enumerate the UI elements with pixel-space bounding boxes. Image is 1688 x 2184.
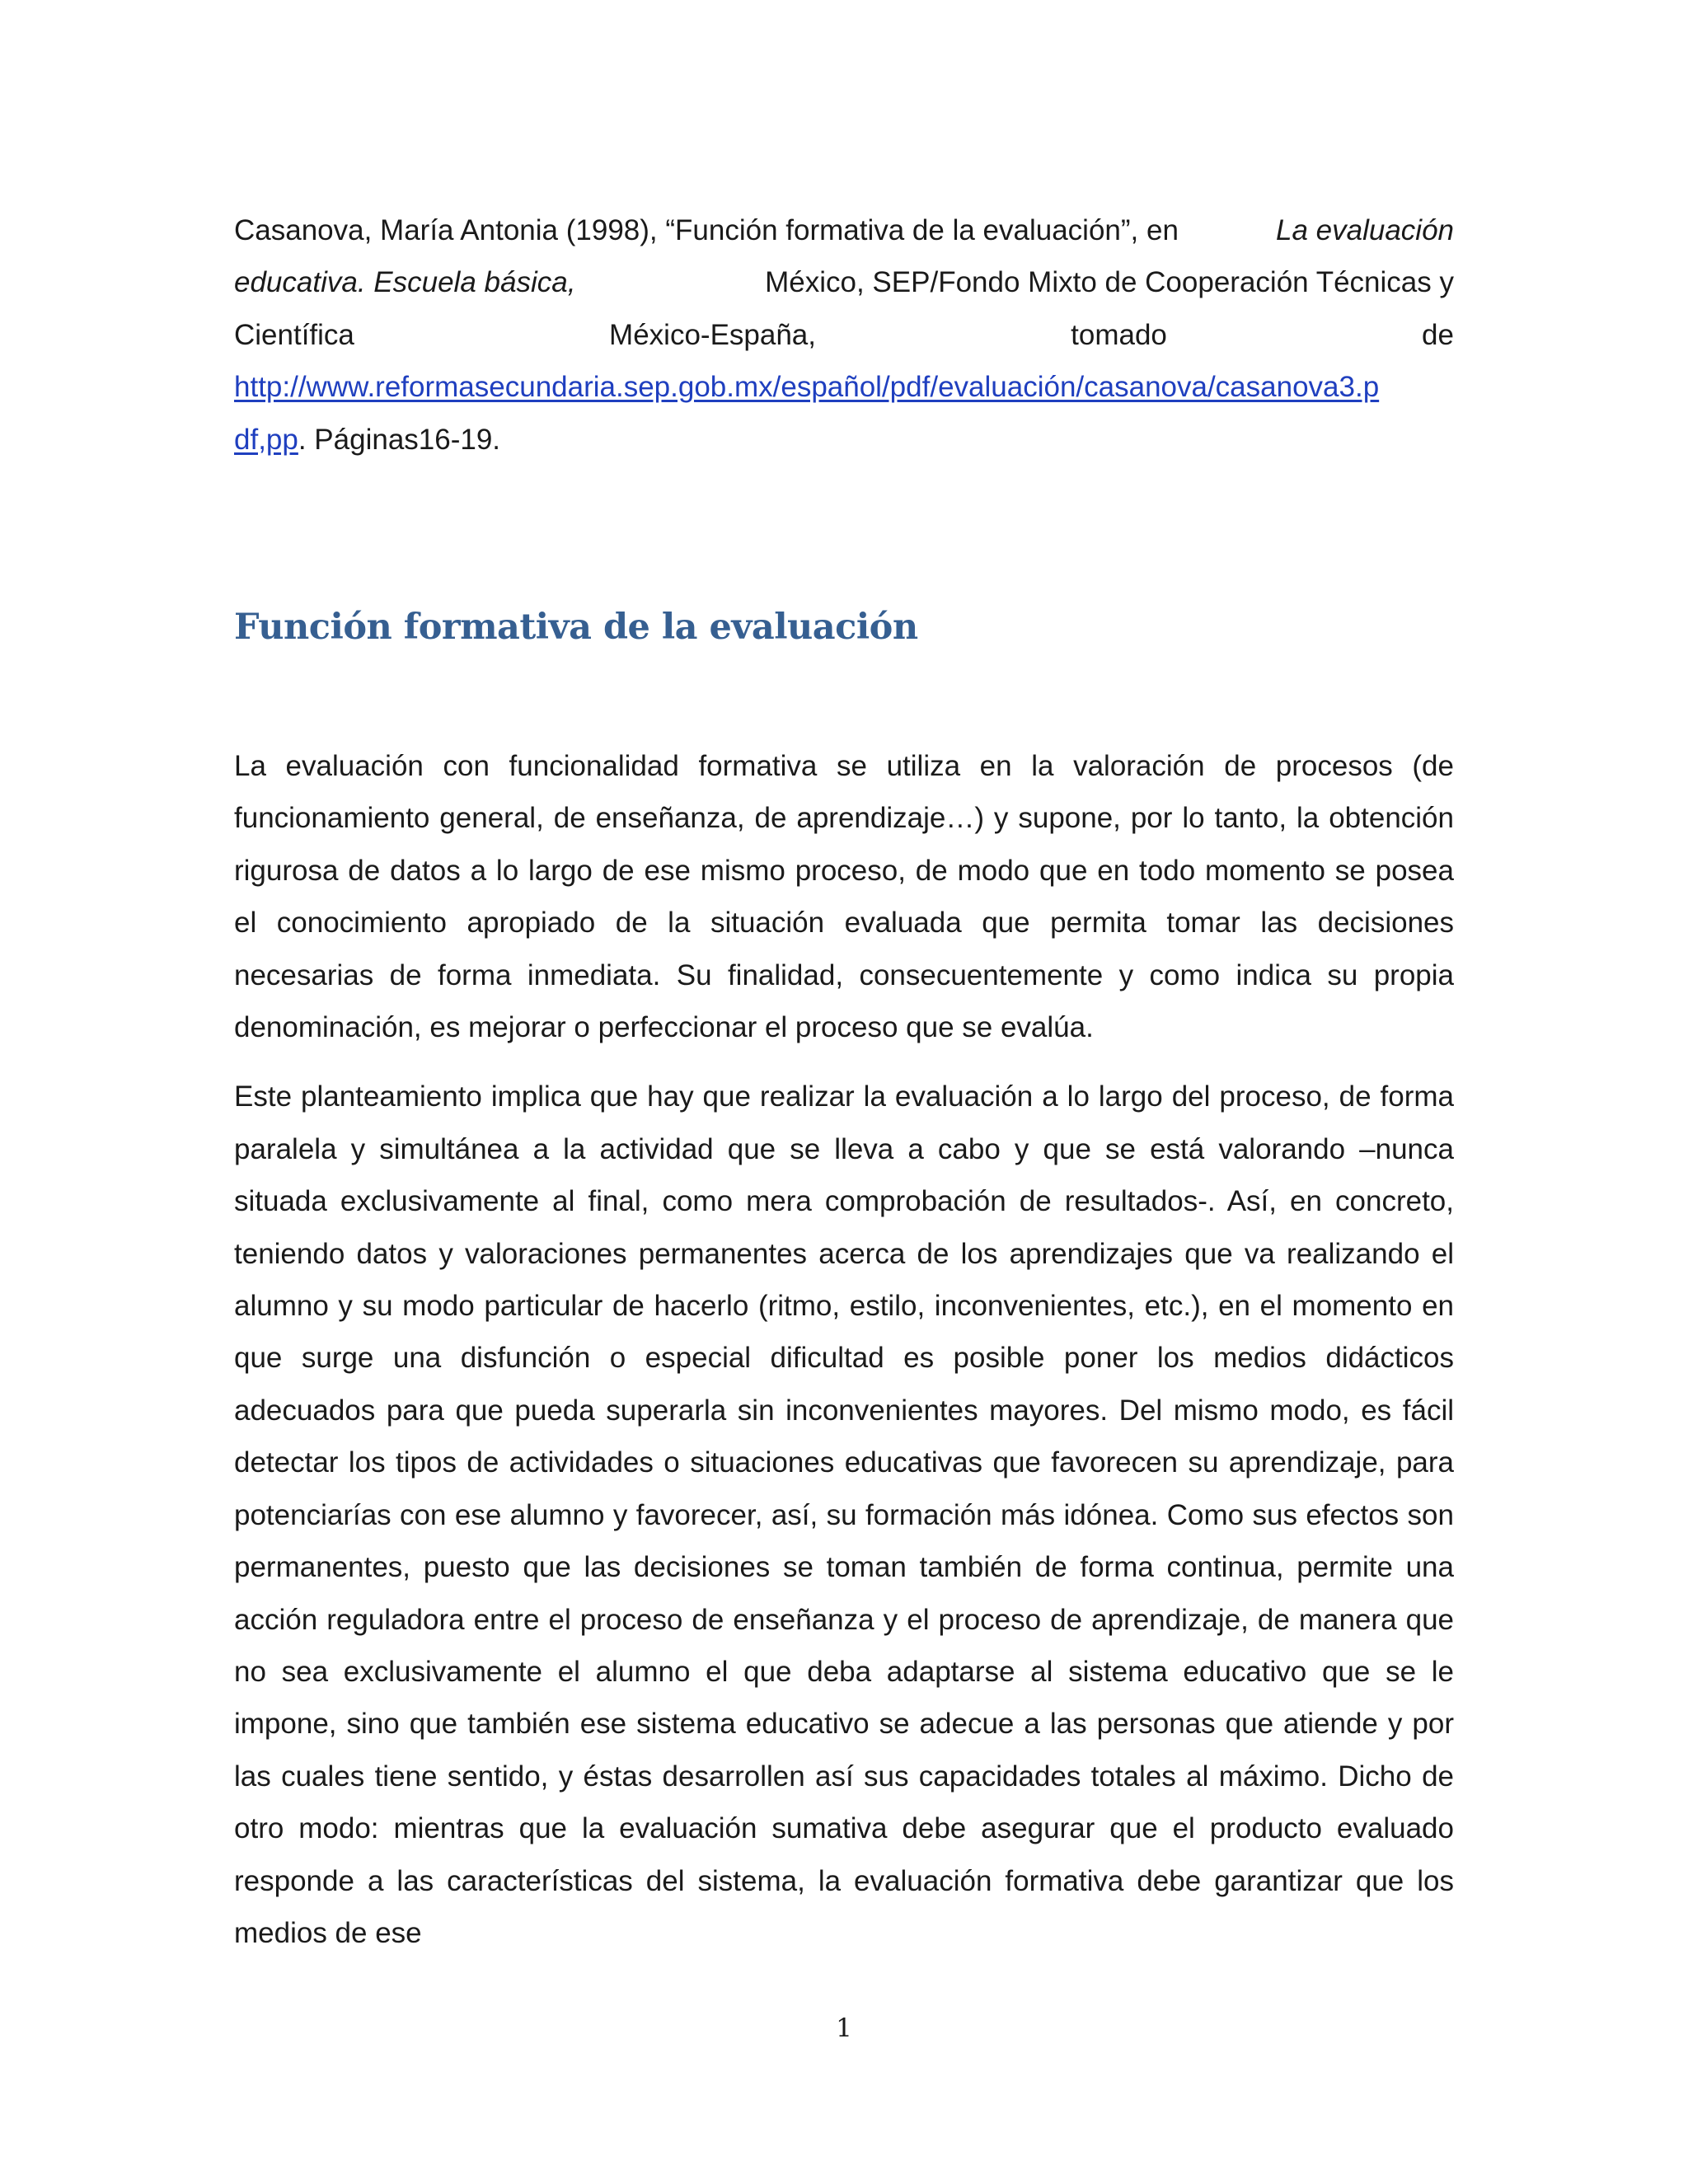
citation-block [234, 204, 1454, 466]
page-number: 1 [836, 2013, 852, 2043]
citation-line-5 [234, 414, 1454, 466]
citation-url-link-continued[interactable]: df,pp [234, 423, 298, 456]
citation-line-3 [234, 309, 1454, 361]
citation-line-2 [234, 256, 1454, 308]
citation-text: Casanova, María Antonia (1998), “Función formativa de la evaluación”, en [234, 214, 1179, 246]
citation-publisher: México, SEP/Fondo Mixto de Cooperación Técnicas y [765, 266, 1454, 299]
body-text [234, 740, 1454, 1959]
citation-word: de [1422, 318, 1454, 351]
citation-url-link[interactable]: http://www.reformasecundaria.sep.gob.mx/español/pdf/evaluación/casanova/casanova3.p [234, 371, 1380, 404]
citation-line-4 [234, 361, 1454, 413]
citation-pages: . Páginas16-19. [298, 423, 501, 456]
paragraph-1: La evaluación con funcionalidad formativa se utiliza en la valoración de procesos (de funcionamiento general, de enseñanza, de aprendizaje…) y supone, por lo tanto, la obtención rigurosa de datos a lo largo de ese mismo proceso, de modo que en todo momento se posea el conocimiento apropiado de la situación evaluada que permita tomar las decisiones necesarias de forma inmediata. Su finalidad, consecuentemente y como indica su propia denominación, es mejorar o perfeccionar el proceso que se evalúa. [234, 750, 1454, 1044]
citation-word: Científica [234, 318, 354, 351]
paragraph-2: Este planteamiento implica que hay que realizar la evaluación a lo largo del proceso, de forma paralela y simultánea a la actividad que se lleva a cabo y que se está valorando –nunca situada exclusivamente al final, como mera comprobación de resultados-. Así, en concreto, teniendo datos y valoraciones permanentes acerca de los aprendizajes que va realizando el alumno y su modo particular de hacerlo (ritmo, estilo, inconvenientes, etc.), en el momento en que surge una disfunción o especial dificultad es posible poner los medios didácticos adecuados para que pueda superarla sin inconvenientes mayores. Del mismo modo, es fácil detectar los tipos de actividades o situaciones educativas que favorecen su aprendizaje, para potenciarías con ese alumno y favorecer, así, su formación más idónea. Como sus efectos son permanentes, puesto que las decisiones se toman también de forma continua, permite una acción reguladora entre el proceso de enseñanza y el proceso de aprendizaje, de manera que no sea exclusivamente el alumno el que deba adaptarse al sistema educativo que se le impone, sino que también ese sistema educativo se adecue a las personas que atiende y por las cuales tiene sentido, y éstas desarrollen así sus capacidades totales al máximo. Dicho de otro modo: mientras que la evaluación sumativa debe asegurar que el producto evaluado responde a las características del sistema, la evaluación formativa debe garantizar que los medios de ese [234, 1080, 1454, 1949]
citation-book-subtitle: educativa. Escuela básica, [234, 266, 576, 299]
citation-word: tomado [1071, 318, 1167, 351]
citation-word: México-España, [609, 318, 816, 351]
citation-line-1 [234, 204, 1454, 256]
citation-reference [234, 204, 1454, 466]
citation-book-title: La evaluación [1276, 214, 1454, 246]
section-heading: Función formativa de la evaluación [234, 607, 918, 648]
